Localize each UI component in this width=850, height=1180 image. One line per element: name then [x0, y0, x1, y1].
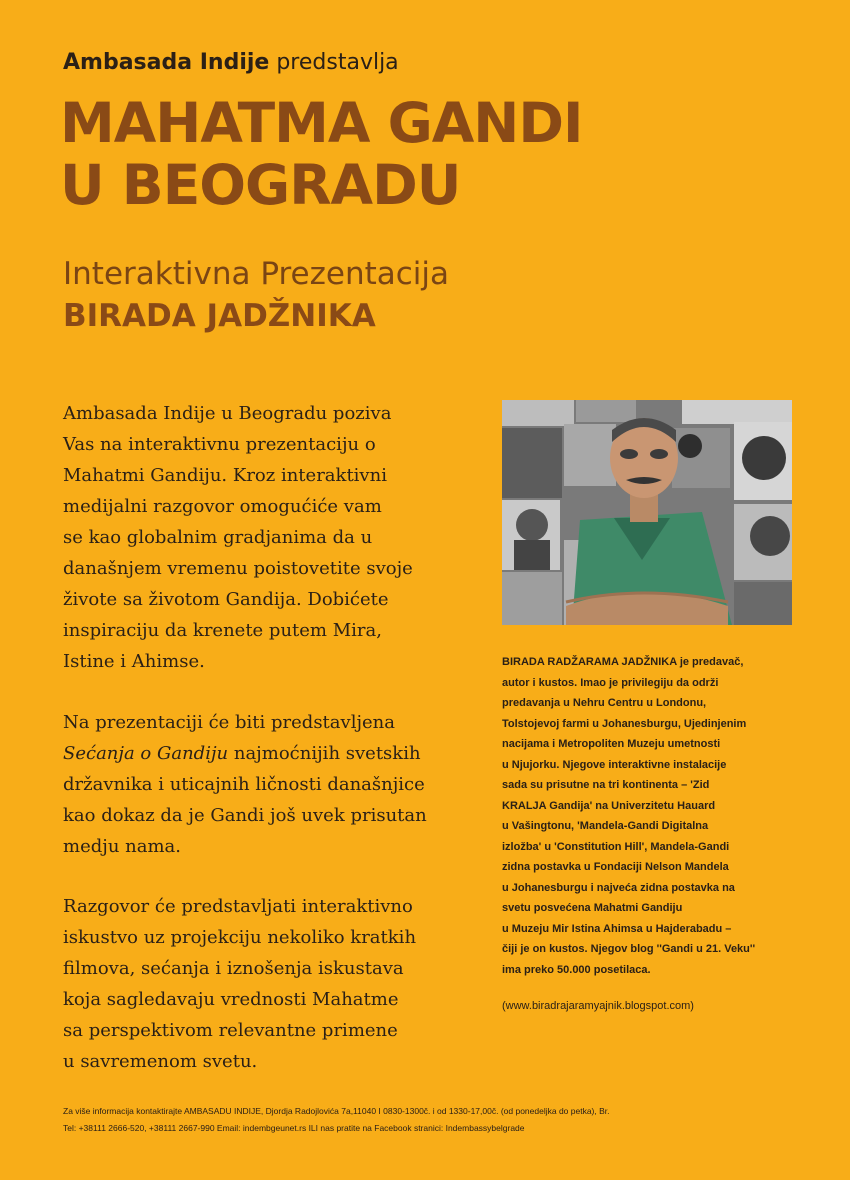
bio-line: u Johanesburgu i najveća zidna postavka na — [502, 881, 735, 894]
p3-line: iskustvo uz projekciju nekoliko kratkih — [63, 927, 417, 948]
subtitle: Interaktivna Prezentacija — [63, 256, 450, 292]
bio-line: izložba' u 'Constitution Hill', Mandela-Gandi — [502, 840, 730, 853]
presents-word: predstavlja — [276, 50, 399, 75]
bio-line: u Njujorku. Njegove interaktivne instalacije — [502, 758, 727, 771]
p1-line: se kao globalnim gradjanima da u — [63, 527, 373, 548]
presenter-photo-illustration — [502, 400, 792, 625]
presenter-bio — [502, 652, 812, 1017]
presenter-name: BIRADA JADŽNIKA — [63, 298, 376, 334]
invitation-text — [63, 398, 483, 1077]
p1-line: Ambasada Indije u Beogradu poziva — [63, 403, 392, 424]
title-line-2: U BEOGRADU — [60, 153, 461, 217]
p3-line: filmova, sećanja i iznošenja iskustava — [63, 958, 404, 979]
p1-line: medijalni razgovor omogućiće vam — [63, 496, 382, 517]
bio-line: čiji je on kustos. Njegov blog ''Gandi u 21. Veku'' — [502, 943, 756, 955]
contact-footer — [63, 1103, 783, 1137]
bio-text — [502, 652, 812, 980]
p1-line: Mahatmi Gandiju. Kroz interaktivni — [63, 465, 387, 486]
bio-line: nacijama i Metropoliten Muzeju umetnosti — [502, 738, 721, 750]
presenter-photo — [502, 400, 792, 625]
paragraph-1 — [63, 398, 483, 677]
presenting-line — [63, 50, 399, 75]
bio-line: Tolstojevoj farmi u Johanesburgu, Ujedinjenim — [502, 717, 747, 730]
footer-line-1: Za više informacija kontaktirajte AMBASADU INDIJE, Djordja Radojlovića 7a,11040 I 0830-1300č. i od 1330-17,00č. (od ponedeljka do petka), Br. — [63, 1106, 610, 1116]
bio-name: BIRADA RADŽARAMA JADŽNIKA — [502, 656, 677, 668]
p1-line: inspiraciju da krenete putem Mira, — [63, 620, 382, 641]
p3-line: koja sagledavaju vrednosti Mahatme — [63, 989, 399, 1010]
p3-line: u savremenom svetu. — [63, 1051, 258, 1072]
p2-line: najmoćnijih svetskih — [228, 743, 421, 764]
p2-line: Na prezentaciji će biti predstavljena — [63, 712, 396, 733]
bio-line: zidna postavka u Fondaciji Nelson Mandela — [502, 861, 729, 873]
p2-line: državnika i uticajnih ličnosti današnjice — [63, 774, 425, 795]
paragraph-2 — [63, 707, 483, 862]
p1-line: Vas na interaktivnu prezentaciju o — [63, 434, 376, 455]
bio-line: predavanja u Nehru Centru u Londonu, — [502, 697, 707, 709]
p3-line: Razgovor će predstavljati interaktivno — [63, 896, 413, 917]
bio-line: sada su prisutne na tri kontinenta – 'Zid — [502, 779, 710, 791]
bio-line: svetu posvećena Mahatmi Gandiju — [502, 902, 683, 914]
p1-line: današnjem vremenu poistovetite svoje — [63, 558, 413, 579]
bio-line: KRALJA Gandija' na Univerzitetu Hauard — [502, 799, 716, 812]
p3-line: sa perspektivom relevantne primene — [63, 1020, 398, 1041]
p1-line: živote sa životom Gandija. Dobićete — [63, 589, 389, 610]
p1-line: Istine i Ahimse. — [63, 651, 205, 672]
footer-line-2: Tel: +38111 2666-520, +38111 2667-990 Email: indembgeunet.rs ILI nas pratite na Facebook stranici: Indembassybelgrade — [63, 1123, 525, 1133]
bio-line: u Vašingtonu, 'Mandela-Gandi Digitalna — [502, 820, 709, 832]
bio-line: autor i kustos. Imao je privilegiju da održi — [502, 676, 719, 689]
event-title — [60, 92, 582, 216]
bio-line: je predavač, — [676, 656, 744, 668]
embassy-name: Ambasada Indije — [63, 50, 270, 75]
bio-line: u Muzeju Mir Istina Ahimsa u Hajderabadu – — [502, 922, 732, 935]
paragraph-3 — [63, 891, 483, 1077]
book-title-italic: Sećanja o Gandiju — [63, 743, 229, 764]
bio-line: ima preko 50.000 posetilaca. — [502, 963, 651, 976]
p2-line: kao dokaz da je Gandi još uvek prisutan — [63, 805, 427, 826]
title-line-1: MAHATMA GANDI — [60, 91, 583, 155]
blog-link[interactable]: (www.biradrajaramyajnik.blogspot.com) — [502, 1000, 694, 1012]
p2-line: medju nama. — [63, 836, 181, 857]
